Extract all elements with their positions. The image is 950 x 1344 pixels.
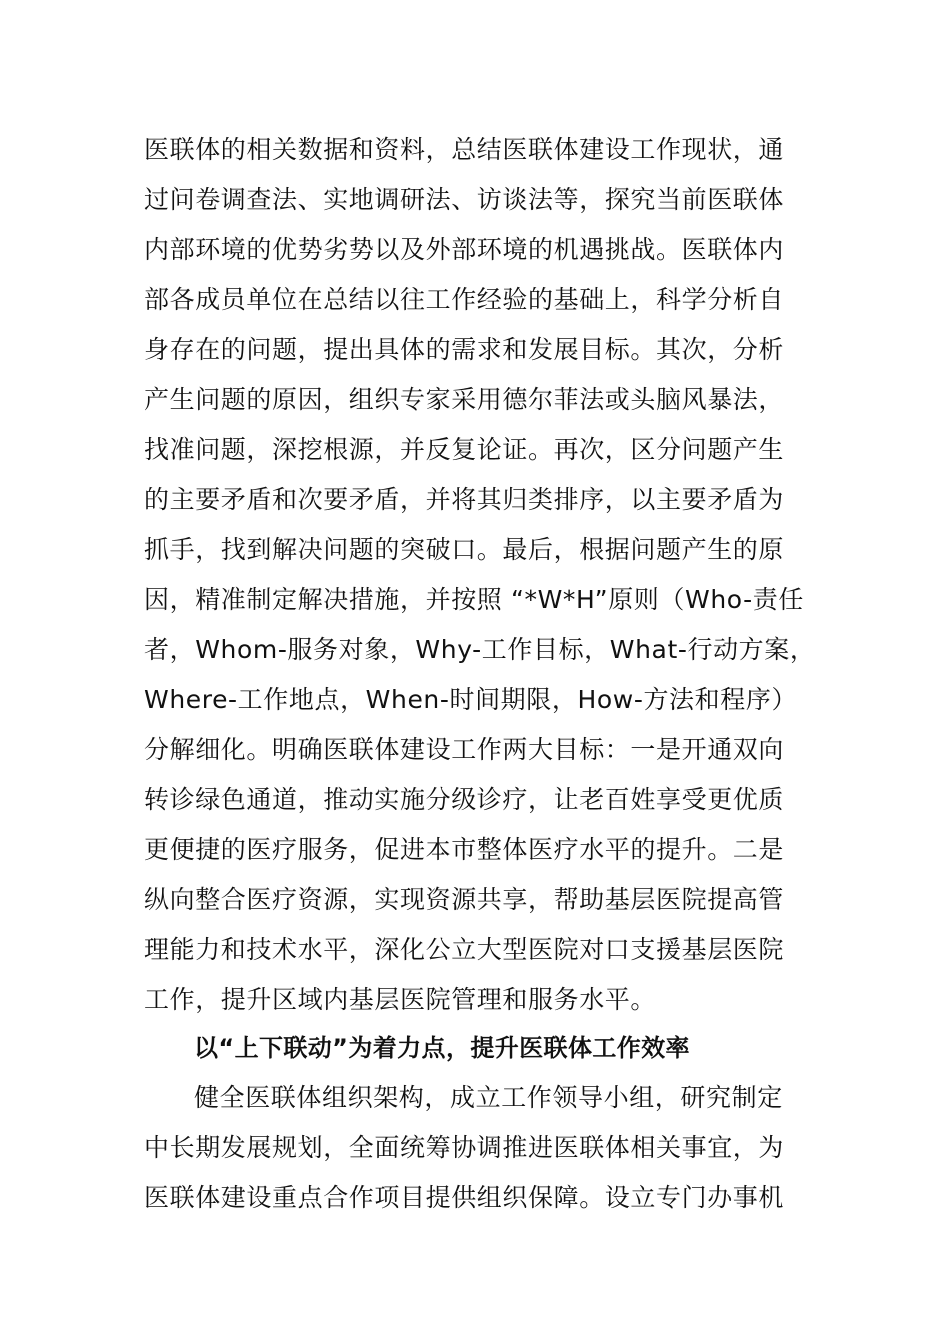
body-text-line: 身存在的问题，提出具体的需求和发展目标。其次，分析 (144, 335, 785, 364)
body-text-line: 过问卷调查法、实地调研法、访谈法等，探究当前医联体 (144, 185, 785, 214)
body-text-line: 的主要矛盾和次要矛盾，并将其归类排序，以主要矛盾为 (144, 485, 785, 514)
body-text-line: 转诊绿色通道，推动实施分级诊疗，让老百姓享受更优质 (144, 785, 785, 814)
body-text-line: 者，Whom-服务对象，Why-工作目标，What-行动方案， (144, 635, 816, 664)
body-text-line: 产生问题的原因，组织专家采用德尔菲法或头脑风暴法， (144, 385, 785, 414)
body-text-line: 因，精准制定解决措施，并按照 “*W*H”原则（Who-责任 (144, 585, 804, 614)
body-text-line: 分解细化。明确医联体建设工作两大目标：一是开通双向 (144, 735, 785, 764)
body-text-line: 医联体的相关数据和资料，总结医联体建设工作现状，通 (144, 135, 785, 164)
body-text-line: 更便捷的医疗服务，促进本市整体医疗水平的提升。二是 (144, 835, 785, 864)
body-text-line: 找准问题，深挖根源，并反复论证。再次，区分问题产生 (144, 435, 785, 464)
body-text-line: 内部环境的优势劣势以及外部环境的机遇挑战。医联体内 (144, 235, 785, 264)
body-text-line: 纵向整合医疗资源，实现资源共享，帮助基层医院提高管 (144, 885, 785, 914)
body-text-line: 健全医联体组织架构，成立工作领导小组，研究制定 (194, 1083, 783, 1112)
body-text-line: 理能力和技术水平，深化公立大型医院对口支援基层医院 (144, 935, 785, 964)
body-text-line: 医联体建设重点合作项目提供组织保障。设立专门办事机 (144, 1183, 785, 1212)
body-text-line: 工作，提升区域内基层医院管理和服务水平。 (144, 985, 657, 1014)
section-heading: 以“上下联动”为着力点，提升医联体工作效率 (194, 1034, 690, 1062)
body-text-line: 抓手，找到解决问题的突破口。最后，根据问题产生的原 (144, 535, 785, 564)
body-text-line: 部各成员单位在总结以往工作经验的基础上，科学分析自 (144, 285, 785, 314)
body-text-line: Where-工作地点，When-时间期限，How-方法和程序） (144, 685, 798, 714)
body-text-line: 中长期发展规划，全面统筹协调推进医联体相关事宜，为 (144, 1133, 785, 1162)
